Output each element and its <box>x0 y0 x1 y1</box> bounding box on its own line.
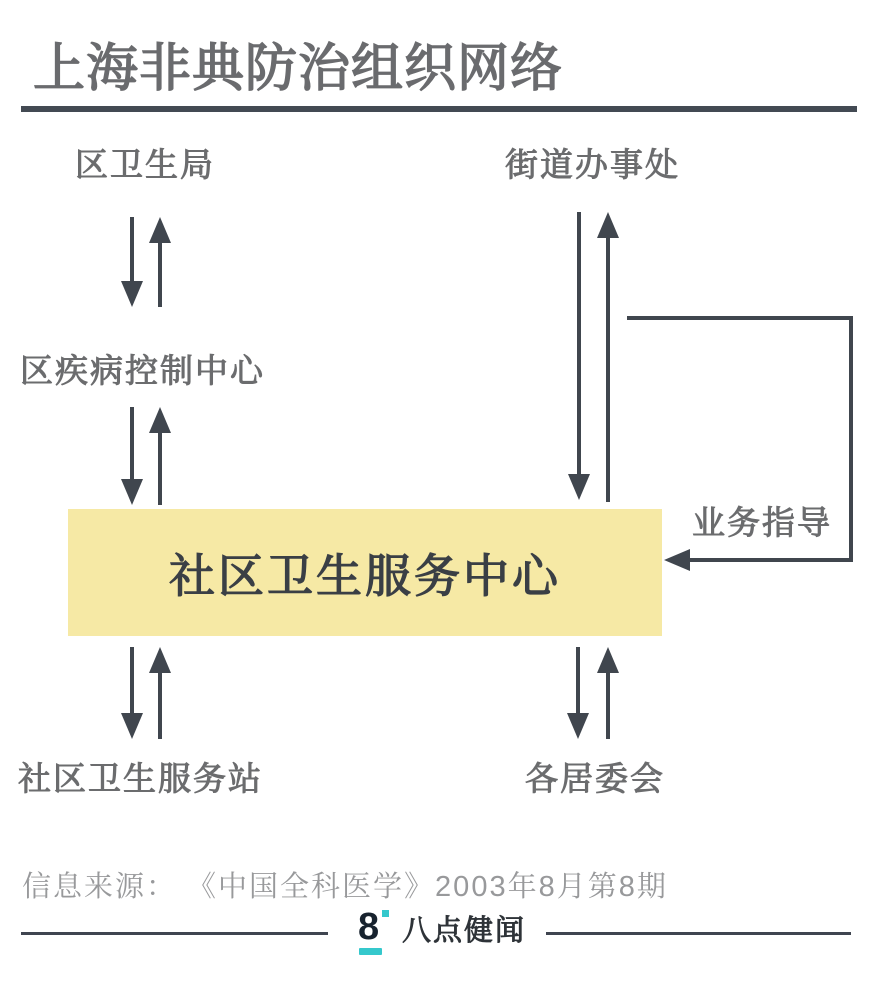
up-arrow-center-to-cdc <box>149 407 171 505</box>
down-arrow-center-to-station <box>121 647 143 739</box>
down-arrow-street-to-center <box>568 212 590 500</box>
node-district-health-bureau: 区卫生局 <box>75 146 215 183</box>
up-arrow-station-to-center <box>149 647 171 739</box>
up-arrow-center-to-street <box>597 212 619 502</box>
badian-jianwen-logo-icon <box>358 908 390 956</box>
source-attribution: 信息来源： 《中国全科医学》2003年8月第8期 <box>22 871 668 903</box>
title-divider <box>21 106 857 112</box>
brand-name: 八点健闻 <box>402 915 527 947</box>
logo-teal-dot <box>382 910 389 917</box>
node-street-office: 街道办事处 <box>505 146 680 183</box>
node-neighborhood-committees: 各居委会 <box>525 760 665 797</box>
down-arrow-center-to-committees <box>567 647 589 739</box>
footer-divider-right <box>546 932 851 935</box>
down-arrow-bureau-to-cdc <box>121 217 143 307</box>
edge-label-business-guidance: 业务指导 <box>692 504 832 541</box>
node-community-health-center-label: 社区卫生服务中心 <box>169 549 561 602</box>
logo-eight-glyph: 8 <box>358 906 380 948</box>
up-arrow-cdc-to-bureau <box>149 217 171 307</box>
node-district-cdc: 区疾病控制中心 <box>20 352 265 389</box>
down-arrow-cdc-to-center <box>121 407 143 505</box>
page-title: 上海非典防治组织网络 <box>33 40 564 98</box>
node-community-health-center-box <box>68 509 662 636</box>
logo-teal-bar <box>359 948 382 955</box>
up-arrow-committees-to-center <box>597 647 619 739</box>
footer-divider-left <box>21 932 328 935</box>
node-community-health-station: 社区卫生服务站 <box>18 760 263 797</box>
